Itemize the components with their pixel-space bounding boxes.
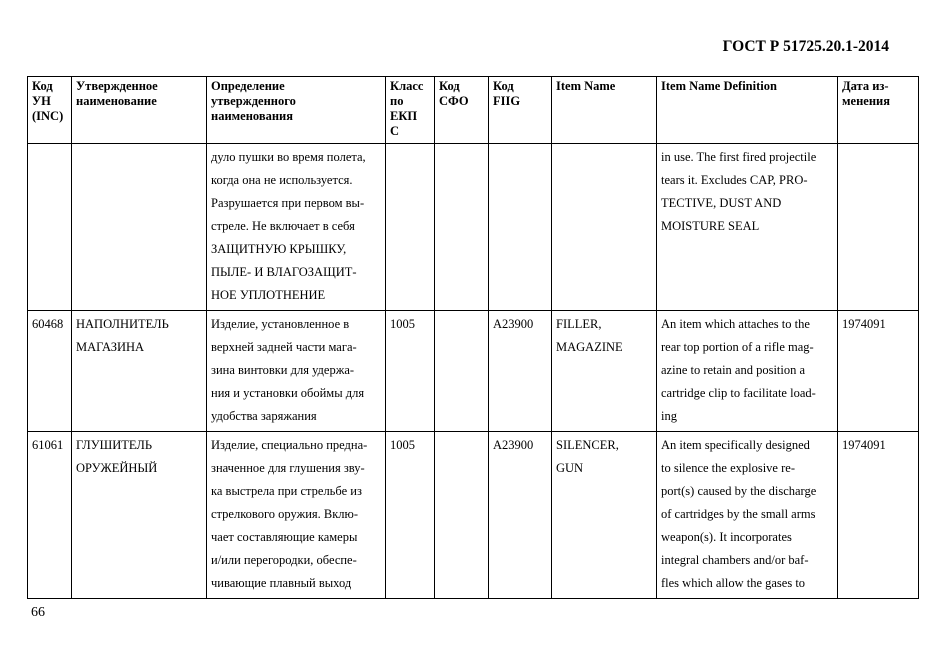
page-number: 66 <box>31 605 45 620</box>
cell-definition <box>207 144 385 310</box>
col-header-item-definition <box>657 77 838 144</box>
text-line: to silence the explosive re- <box>661 461 795 475</box>
col-header-item-name <box>552 77 657 144</box>
text-line: ГЛУШИТЕЛЬ <box>76 438 153 452</box>
text-line: стреле. Не включает в себя <box>211 219 355 233</box>
cell-inc <box>28 144 71 149</box>
cell-name <box>72 311 206 362</box>
text-line: Код <box>493 79 514 93</box>
text-line: чивающие плавный выход <box>211 576 352 590</box>
table-row <box>28 432 919 599</box>
text-line: по <box>390 94 404 108</box>
text-line: MAGAZINE <box>556 340 623 354</box>
text-line: in use. The first fired projectile <box>661 150 817 164</box>
cell-class <box>386 144 434 149</box>
text-line: ing <box>661 409 677 423</box>
text-line: С <box>390 124 400 138</box>
text-line: SILENCER, <box>556 438 619 452</box>
col-header-sfo <box>435 77 489 144</box>
text-line: FIIG <box>493 94 521 108</box>
cell-sfo <box>435 432 488 437</box>
text-line: зина винтовки для удержа- <box>211 363 355 377</box>
cell-definition <box>207 311 385 431</box>
text-line: наименование <box>76 94 157 108</box>
table-row <box>28 144 919 311</box>
text-line: удобства заряжания <box>211 409 317 423</box>
cell-item-name <box>552 311 656 362</box>
cell-inc <box>28 432 71 460</box>
text-line: MOISTURE SEAL <box>661 219 760 233</box>
text-line: Код <box>32 79 53 93</box>
text-line: port(s) caused by the discharge <box>661 484 817 498</box>
col-header-fiig <box>489 77 552 144</box>
col-header-class <box>386 77 435 144</box>
cell-sfo <box>435 311 488 316</box>
text-line: СФО <box>439 94 469 108</box>
text-line: Утвержденное <box>76 79 158 93</box>
cell-sfo <box>435 144 488 149</box>
text-line: 1974091 <box>842 438 886 452</box>
text-line: ПЫЛЕ- И ВЛАГОЗАЩИТ- <box>211 265 357 279</box>
text-line: наименования <box>211 109 294 123</box>
text-line: МАГАЗИНА <box>76 340 145 354</box>
text-line: An item which attaches to the <box>661 317 810 331</box>
text-line: ка выстрела при стрельбе из <box>211 484 362 498</box>
col-header-definition <box>207 77 386 144</box>
text-line: azine to retain and position a <box>661 363 806 377</box>
text-line: A23900 <box>493 438 534 452</box>
cell-class <box>386 311 434 339</box>
text-line: НОЕ УПЛОТНЕНИЕ <box>211 288 326 302</box>
col-header-name <box>72 77 207 144</box>
cell-inc <box>28 311 71 339</box>
text-line: ЗАЩИТНУЮ КРЫШКУ, <box>211 242 347 256</box>
cell-item-definition <box>657 311 837 431</box>
text-line: дуло пушки во время полета, <box>211 150 366 164</box>
cell-name <box>72 432 206 483</box>
text-line: 1005 <box>390 438 415 452</box>
text-line: Item Name Definition <box>661 79 777 93</box>
text-line: tears it. Excludes CAP, PRO- <box>661 173 808 187</box>
text-line: 1974091 <box>842 317 886 331</box>
text-line: Изделие, специально предна- <box>211 438 368 452</box>
text-line: Дата из- <box>842 79 889 93</box>
cell-item-definition <box>657 144 837 241</box>
text-line: TECTIVE, DUST AND <box>661 196 782 210</box>
cell-item-name <box>552 432 656 483</box>
header-row <box>28 77 919 144</box>
text-line: ЕКП <box>390 109 418 123</box>
text-line: (INC) <box>32 109 64 123</box>
text-line: fles which allow the gases to <box>661 576 806 590</box>
col-header-date <box>838 77 919 144</box>
text-line: of cartridges by the small arms <box>661 507 816 521</box>
text-line: УН <box>32 94 51 108</box>
text-line: cartridge clip to facilitate load- <box>661 386 816 400</box>
text-line: Определение <box>211 79 285 93</box>
col-header-inc <box>28 77 72 144</box>
text-line: Разрушается при первом вы- <box>211 196 365 210</box>
text-line: rear top portion of a rifle mag- <box>661 340 814 354</box>
cell-name <box>72 144 206 149</box>
text-line: An item specifically designed <box>661 438 810 452</box>
text-line: integral chambers and/or baf- <box>661 553 809 567</box>
catalog-table <box>27 76 919 599</box>
cell-fiig <box>489 144 551 149</box>
cell-item-name <box>552 144 656 149</box>
cell-class <box>386 432 434 460</box>
text-line: НАПОЛНИТЕЛЬ <box>76 317 169 331</box>
text-line: ния и установки обоймы для <box>211 386 365 400</box>
text-line: чает составляющие камеры <box>211 530 358 544</box>
text-line: значенное для глушения зву- <box>211 461 365 475</box>
text-line: FILLER, <box>556 317 602 331</box>
text-line: когда она не используется. <box>211 173 353 187</box>
cell-item-definition <box>657 432 837 598</box>
text-line: и/или перегородки, обеспе- <box>211 553 357 567</box>
text-line: GUN <box>556 461 584 475</box>
text-line: weapon(s). It incorporates <box>661 530 792 544</box>
text-line: 1005 <box>390 317 415 331</box>
table-row <box>28 311 919 432</box>
text-line: Класс <box>390 79 424 93</box>
text-line: Изделие, установленное в <box>211 317 350 331</box>
cell-fiig <box>489 432 551 460</box>
cell-date <box>838 311 918 339</box>
text-line: стрелкового оружия. Вклю- <box>211 507 359 521</box>
text-line: 60468 <box>32 317 64 331</box>
cell-date <box>838 144 918 149</box>
cell-date <box>838 432 918 460</box>
text-line: верхней задней части мага- <box>211 340 357 354</box>
text-line: Item Name <box>556 79 616 93</box>
cell-fiig <box>489 311 551 339</box>
text-line: A23900 <box>493 317 534 331</box>
document-code: ГОСТ Р 51725.20.1-2014 <box>722 38 889 55</box>
cell-definition <box>207 432 385 598</box>
text-line: менения <box>842 94 890 108</box>
text-line: 61061 <box>32 438 64 452</box>
text-line: утвержденного <box>211 94 296 108</box>
text-line: ОРУЖЕЙНЫЙ <box>76 461 158 475</box>
text-line: Код <box>439 79 460 93</box>
